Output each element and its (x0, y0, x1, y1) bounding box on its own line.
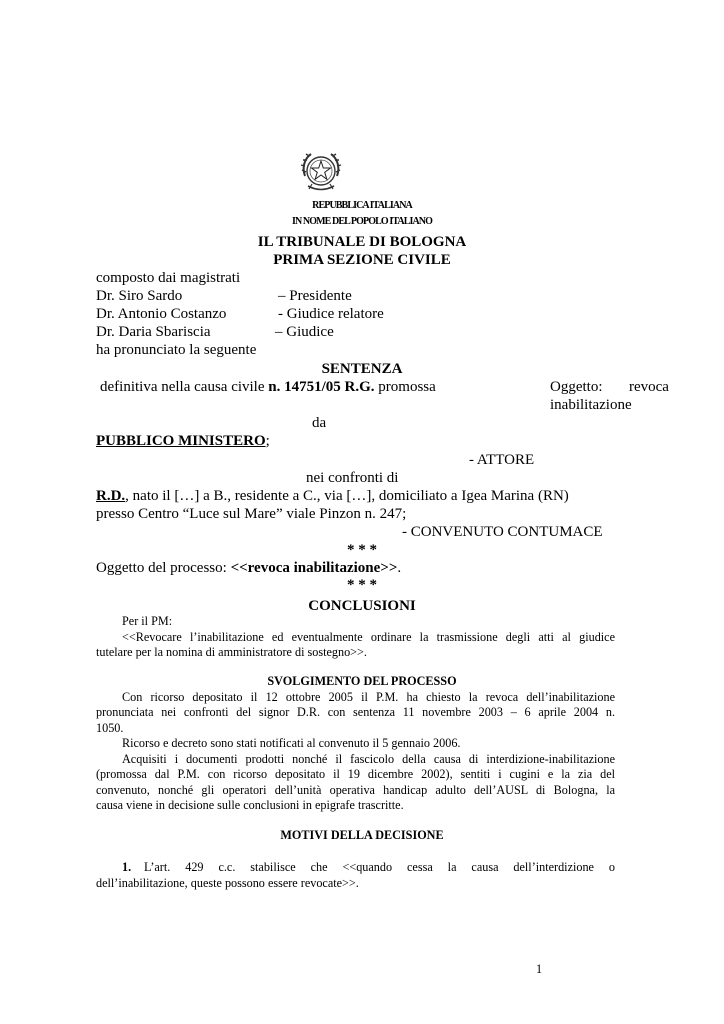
process-value: <<revoca inabilitazione>> (230, 560, 398, 576)
proceedings-line: Ricorso e decreto sono stati notificati al convenuto il 5 gennaio 2006. (122, 736, 461, 750)
plaintiff-punct: ; (265, 433, 270, 449)
judge-role: - Giudice relatore (278, 306, 384, 322)
conclusions-line: <<Revocare l’inabilitazione ed eventualmente ordinare la trasmissione degli atti al giudice (122, 630, 615, 644)
defendant-line1 (96, 487, 569, 505)
proceedings-line: Acquisiti i documenti prodotti nonché il fascicolo della causa di interdizione-inabilitazione (122, 752, 615, 766)
process-object (96, 559, 401, 577)
judge-role: – Presidente (278, 288, 352, 304)
case-line-post: promossa (378, 379, 436, 395)
motives-line: dell’inabilitazione, queste possono essere revocate>>. (96, 876, 359, 890)
italian-republic-emblem-icon (296, 146, 346, 196)
defendant-name: R.D. (96, 488, 126, 504)
separator-stars: * * * (347, 542, 377, 558)
subject-word: revoca (629, 379, 669, 395)
pronounced-text: ha pronunciato la seguente (96, 342, 257, 358)
judge-name: Dr. Antonio Costanzo (96, 306, 227, 322)
defendant-role: - CONVENUTO CONTUMACE (402, 524, 603, 540)
judge-name: Dr. Siro Sardo (96, 288, 183, 304)
da-text: da (312, 415, 327, 431)
case-number: n. 14751/05 R.G. (268, 379, 375, 395)
proceedings-line: causa viene in decisione sulle conclusioni in epigrafe trascritte. (96, 798, 404, 812)
conclusions-for-pm: Per il PM: (122, 614, 173, 628)
judge-name: Dr. Daria Sbariscia (96, 324, 211, 340)
judge-role: – Giudice (275, 324, 334, 340)
conclusions-title: CONCLUSIONI (308, 598, 416, 614)
defendant-line2: presso Centro “Luce sul Mare” viale Pinzon n. 247; (96, 506, 407, 522)
page-number: 1 (536, 962, 543, 976)
conclusions-line: tutelare per la nomina di amministratore di sostegno>>. (96, 645, 367, 659)
case-line (100, 378, 436, 396)
case-line-pre: definitiva nella causa civile (100, 379, 265, 395)
proceedings-line: (promossa dal P.M. con ricorso depositato il 19 dicembre 2002), sentiti i cugini e la zia del (96, 767, 615, 781)
motives-line: L’art. 429 c.c. stabilisce che <<quando cessa la causa dell’interdizione o (144, 860, 615, 874)
process-label: Oggetto del processo: (96, 560, 227, 576)
motives-number (122, 860, 131, 875)
section-heading: PRIMA SEZIONE CIVILE (273, 252, 451, 268)
court-heading: IL TRIBUNALE DI BOLOGNA (257, 234, 467, 250)
proceedings-line: Con ricorso depositato il 12 ottobre 2005 il P.M. ha chiesto la revoca dell’inabilitazione (122, 690, 615, 704)
in-name-heading: IN NOME DEL POPOLO ITALIANO (292, 216, 432, 227)
against-text: nei confronti di (306, 470, 399, 486)
proceedings-line: 1050. (96, 721, 124, 735)
proceedings-line: pronunciata nei confronti del signor D.R. con sentenza 11 novembre 2003 – 6 aprile 2004 n. (96, 705, 615, 719)
plaintiff-role: - ATTORE (469, 452, 535, 468)
proceedings-title: SVOLGIMENTO DEL PROCESSO (267, 674, 457, 688)
defendant-details: , nato il […] a B., residente a C., via […], domiciliato a Igea Marina (RN) (125, 488, 569, 504)
plaintiff-name: PUBBLICO MINISTERO (96, 433, 266, 449)
motives-title: MOTIVI DELLA DECISIONE (280, 828, 444, 842)
composition-intro: composto dai magistrati (96, 270, 241, 286)
subject-label: Oggetto: (550, 379, 603, 395)
proceedings-line: convenuto, nonché gli operatori dell’unità operativa handicap adulto dell’AUSL di Bologna, la (96, 783, 615, 797)
subject-line2: inabilitazione (550, 397, 632, 413)
plaintiff-line (96, 432, 270, 450)
sentence-title: SENTENZA (321, 361, 403, 377)
process-period: . (397, 560, 402, 576)
motives-num: 1. (122, 860, 132, 874)
republic-heading: REPUBBLICA ITALIANA (312, 200, 412, 211)
separator-stars: * * * (347, 577, 377, 593)
